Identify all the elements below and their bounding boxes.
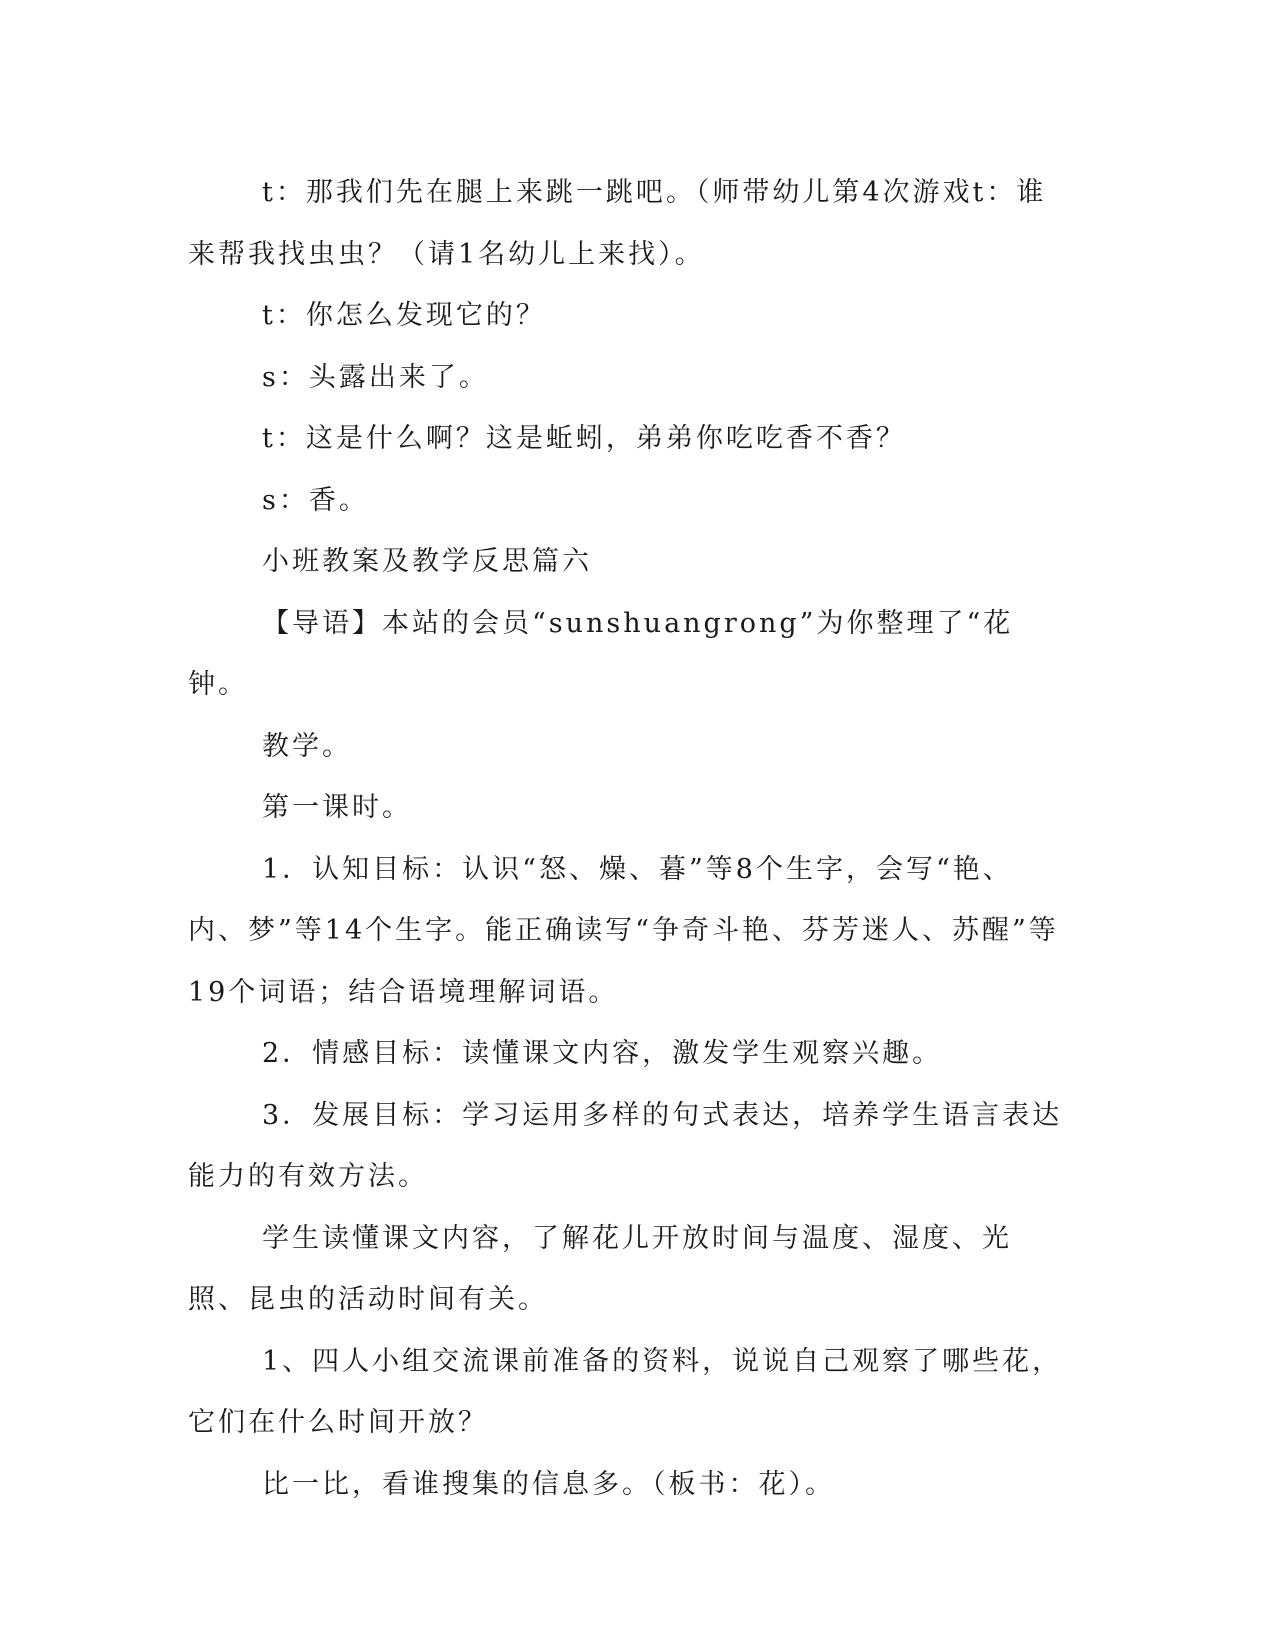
paragraph-teaching: 教学。 [262,730,352,762]
intro-paragraph: 【导语】本站的会员“sunshuangrong”为你整理了“花钟。 [188,607,1014,700]
activity-group-discussion: 1、四人小组交流课前准备的资料，说说自己观察了哪些花，它们在什么时间开放？ [188,1345,1063,1438]
paragraph-key-point: 学生读懂课文内容，了解花儿开放时间与温度、湿度、光照、昆虫的活动时间有关。 [188,1222,1012,1315]
paragraph-2: t：你怎么发现它的？ [262,300,546,331]
goal-emotional: 2．情感目标：读懂课文内容，激发学生观察兴趣。 [262,1038,943,1069]
document-body [188,162,1068,1515]
goal-cognitive: 1．认知目标：认识“怒、燥、暮”等8个生字，会写“艳、内、梦”等14个生字。能正确读写“争奇斗艳、芬芳迷人、苏醒”等19个词语；结合语境理解词语。 [188,853,1059,1008]
section-heading: 小班教案及教学反思篇六 [262,546,592,577]
paragraph-first-lesson: 第一课时。 [262,792,412,823]
paragraph-5: s：香。 [262,484,369,516]
paragraph-1: t：那我们先在腿上来跳一跳吧。（师带幼儿第4次游戏t：谁来帮我找虫虫？（请1名幼儿上来找）。 [188,177,1047,270]
activity-compare: 比一比，看谁搜集的信息多。（板书：花）。 [262,1468,835,1500]
paragraph-4: t：这是什么啊？这是蚯蚓，弟弟你吃吃香不香？ [262,423,906,454]
paragraph-3: s：头露出来了。 [262,361,489,393]
goal-development: 3．发展目标：学习运用多样的句式表达，培养学生语言表达能力的有效方法。 [188,1099,1063,1192]
